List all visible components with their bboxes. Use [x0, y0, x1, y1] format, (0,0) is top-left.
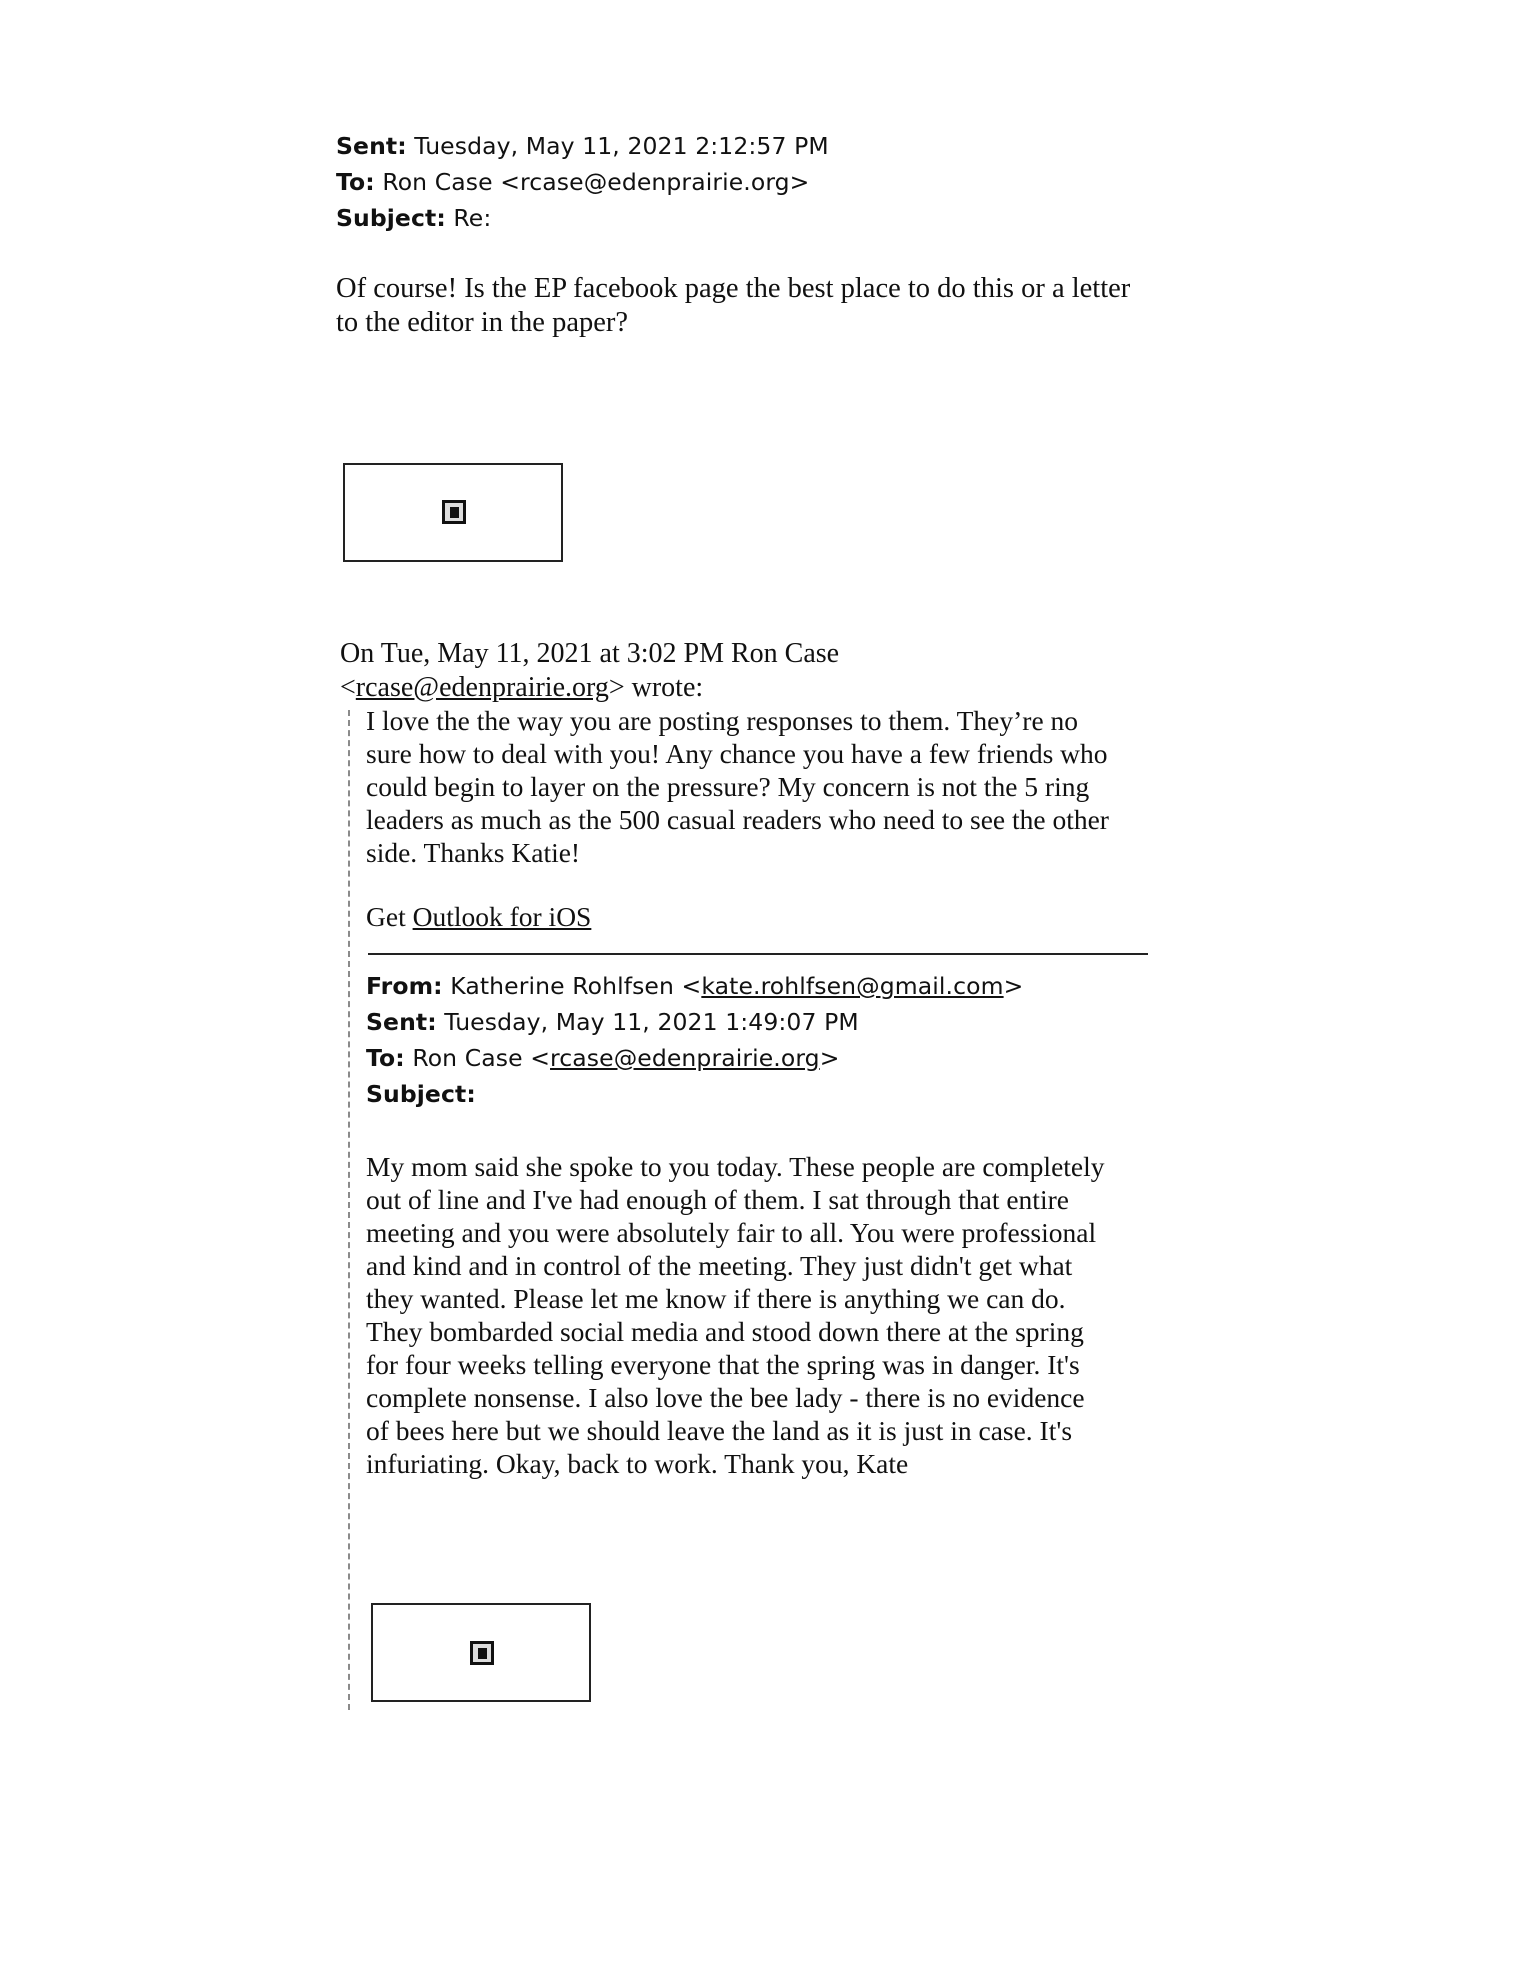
message-line: they wanted. Please let me know if there is anything we can do.	[366, 1283, 1066, 1314]
outlook-ios-link[interactable]: Outlook for iOS	[412, 901, 592, 932]
message-line: leaders as much as the 500 casual readers who need to see the other	[366, 804, 1109, 835]
reply-line: Of course! Is the EP facebook page the best place to do this or a letter	[336, 273, 1131, 304]
message-line: infuriating. Okay, back to work. Thank you, Kate	[366, 1448, 909, 1479]
image-placeholder	[343, 463, 563, 562]
subject-value: Re:	[445, 204, 492, 232]
sent-label: Sent:	[336, 132, 407, 160]
to-name: Ron Case <	[404, 1044, 551, 1072]
message-line: side. Thanks Katie!	[366, 837, 581, 868]
message-line: of bees here but we should leave the land as it is just in case. It's	[366, 1415, 1073, 1446]
quoted-intro	[340, 637, 839, 705]
message-line: and kind and in control of the meeting. They just didn't get what	[366, 1250, 1073, 1281]
subject-row	[366, 1076, 1023, 1112]
message-line: out of line and I've had enough of them. I sat through that entire	[366, 1184, 1069, 1215]
subject-label: Subject:	[336, 204, 446, 232]
message-line: I love the the way you are posting responses to them. They’re no	[366, 705, 1079, 736]
message-line: complete nonsense. I also love the bee lady - there is no evidence	[366, 1382, 1085, 1413]
message-line: sure how to deal with you! Any chance you have a few friends who	[366, 738, 1108, 769]
subject-row	[336, 200, 829, 236]
to-label: To:	[336, 168, 375, 196]
top-email-header	[336, 128, 829, 236]
to-row: To: Ron Case <rcase@edenprairie.org>	[366, 1044, 840, 1072]
from-label: From:	[366, 972, 443, 1000]
quoted-email-line: <rcase@edenprairie.org> wrote:	[340, 672, 704, 703]
message-line: My mom said she spoke to you today. These people are completely	[366, 1151, 1105, 1182]
reply-body	[336, 272, 1130, 340]
signature-prefix: Get	[366, 901, 413, 932]
message-line: could begin to layer on the pressure? My concern is not the 5 ring	[366, 771, 1090, 802]
broken-image-icon	[442, 500, 466, 524]
forwarded-header	[366, 968, 1023, 1112]
to-label: To:	[366, 1044, 405, 1072]
message-line: meeting and you were absolutely fair to all. You were professional	[366, 1217, 1097, 1248]
ron-email-link[interactable]: rcase@edenprairie.org	[355, 672, 609, 703]
sent-value: Tuesday, May 11, 2021 1:49:07 PM	[436, 1008, 859, 1036]
reply-line: to the editor in the paper?	[336, 307, 629, 338]
sent-row	[336, 128, 829, 164]
image-placeholder	[371, 1603, 591, 1702]
signature	[366, 900, 591, 933]
message-line: for four weeks telling everyone that the spring was in danger. It's	[366, 1349, 1080, 1380]
ron-message	[366, 704, 1109, 869]
broken-image-icon	[470, 1641, 494, 1665]
subject-label: Subject:	[366, 1080, 476, 1108]
kate-email-link[interactable]: kate.rohlfsen@gmail.com	[701, 972, 1004, 1000]
message-line: They bombarded social media and stood down there at the spring	[366, 1316, 1084, 1347]
quote-divider	[348, 710, 350, 1710]
sent-value: Tuesday, May 11, 2021 2:12:57 PM	[406, 132, 829, 160]
sent-label: Sent:	[366, 1008, 437, 1036]
to-row	[336, 164, 829, 200]
from-name: Katherine Rohlfsen <	[442, 972, 702, 1000]
quoted-intro-line: On Tue, May 11, 2021 at 3:02 PM Ron Case	[340, 638, 840, 669]
to-value: Ron Case <rcase@edenprairie.org>	[374, 168, 810, 196]
from-row: From: Katherine Rohlfsen <kate.rohlfsen@gmail.com>	[366, 972, 1024, 1000]
sent-row	[366, 1004, 1023, 1040]
ron-email-link[interactable]: rcase@edenprairie.org	[550, 1044, 820, 1072]
header-separator	[368, 953, 1148, 955]
kate-message	[366, 1150, 1105, 1480]
